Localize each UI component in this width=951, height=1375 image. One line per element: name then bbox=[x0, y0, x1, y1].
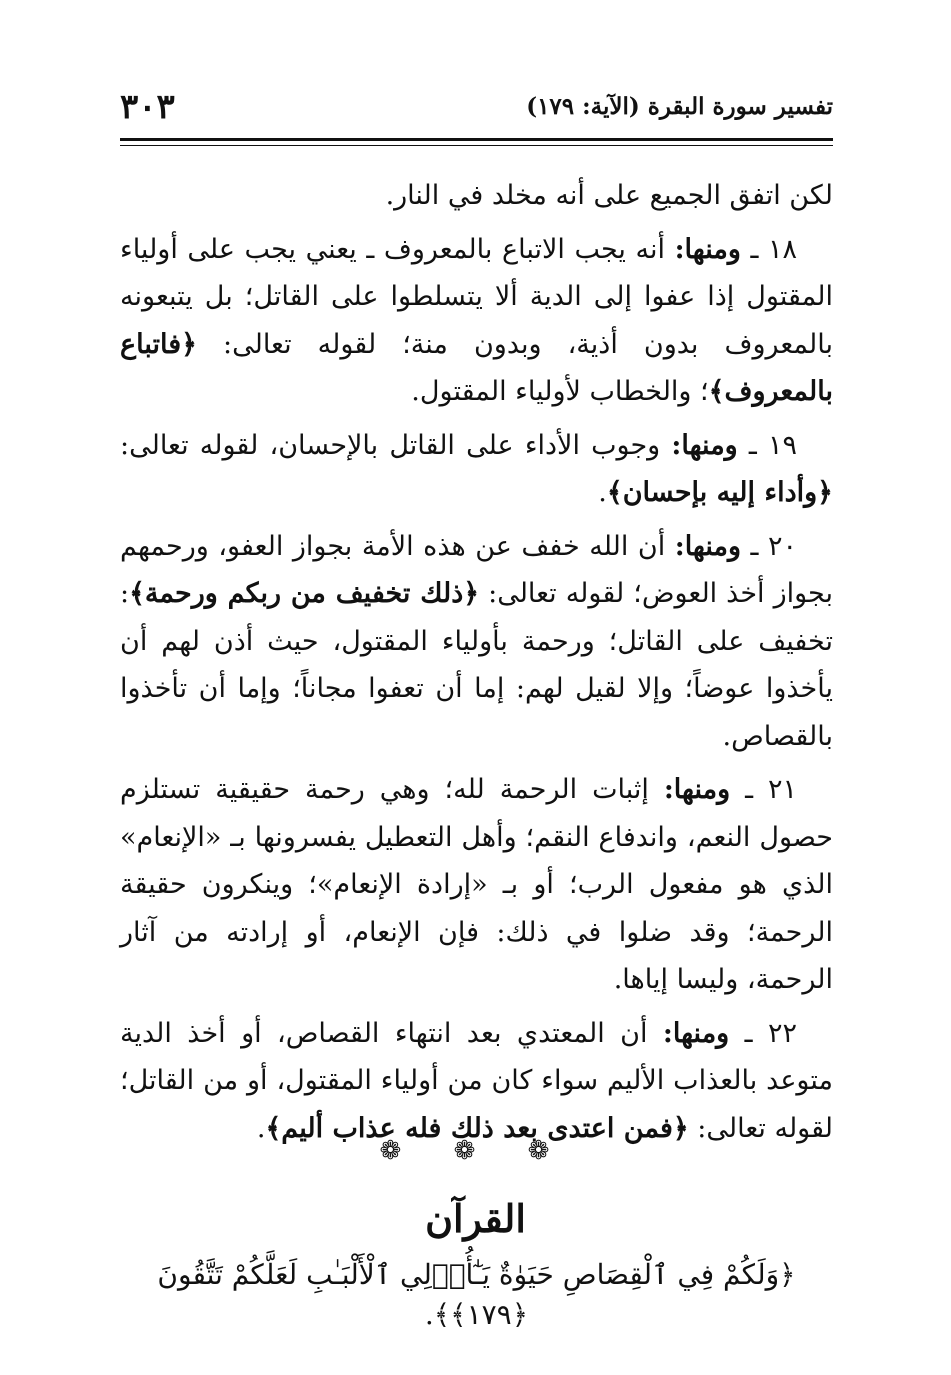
quran-quote: ﴿فاتباع بالمعروف﴾ bbox=[120, 328, 833, 407]
item-label: ومنها: bbox=[663, 774, 731, 805]
item-text-end: ؛ والخطاب لأولياء المقتول. bbox=[411, 376, 709, 407]
paragraph-22 bbox=[120, 1010, 833, 1153]
paragraph-21 bbox=[120, 766, 833, 1004]
section-title: القرآن bbox=[425, 1196, 526, 1241]
quran-verse: ﴿وَلَكُمْ فِي ٱلْقِصَاصِ حَيَوٰةٌ يَـٰٓأُو۟لِي ٱلْأَلْبَـٰبِ لَعَلَّكُمْ تَتَّقُونَ ﴿١٧٩﴾﴾. bbox=[157, 1258, 796, 1331]
item-label: ومنها: bbox=[674, 530, 742, 562]
page-number: ٣٠٣ bbox=[120, 87, 175, 127]
item-text: أنه يجب الاتباع بالمعروف ـ يعني يجب على أولياء المقتول إذا عفوا إلى الدية ألا يتسلطوا على القاتل؛ بل يتبعونه بالمعروف بدون أذية، وبدون منة؛ لقوله تعالى: bbox=[120, 233, 833, 360]
item-text-end: . bbox=[598, 477, 607, 508]
page-body bbox=[120, 172, 833, 1158]
quran-quote: ﴿وأداء إليه بإحسان﴾ bbox=[606, 477, 833, 508]
item-text: أن الله خفف عن هذه الأمة بجواز العفو، ورحمهم بجواز أخذ العوض؛ لقوله تعالى: bbox=[120, 530, 833, 609]
item-label: ومنها: bbox=[671, 429, 738, 461]
quran-quote: ﴿ذلك تخفيف من ربكم ورحمة﴾ bbox=[129, 578, 480, 609]
quran-quote: ﴿فمن اعتدى بعد ذلك فله عذاب أليم﴾ bbox=[265, 1112, 689, 1144]
section-separator: ❁ ❁ ❁ bbox=[379, 1136, 572, 1166]
item-number: ٢٠ ـ bbox=[750, 530, 797, 562]
item-text: وجوب الأداء على القاتل بالإحسان، لقوله تعالى: bbox=[120, 429, 672, 461]
item-number: ٢٢ ـ bbox=[744, 1017, 797, 1049]
paragraph-18 bbox=[120, 226, 833, 416]
item-label: ومنها: bbox=[662, 1017, 730, 1049]
header-rule-thin bbox=[120, 145, 833, 146]
page-header bbox=[120, 87, 833, 142]
item-text-end: : تخفيف على القاتل؛ ورحمة بأولياء المقتول، حيث أذن لهم أن يأخذوا عوضاً؛ وإلا لقيل لهم: إما أن تعفوا مجاناً؛ وإما أن تأخذوا بالقصاص. bbox=[120, 578, 833, 752]
paragraph-continuation: لكن اتفق الجميع على أنه مخلد في النار. bbox=[385, 180, 833, 211]
item-number: ١٨ ـ bbox=[750, 233, 797, 265]
item-text-end: . bbox=[256, 1112, 266, 1144]
item-number: ٢١ ـ bbox=[745, 774, 797, 805]
header-rule-thick bbox=[120, 138, 833, 141]
running-title: تفسير سورة البقرة (الآية: ١٧٩) bbox=[526, 93, 833, 120]
paragraph-20 bbox=[120, 523, 833, 761]
item-text: أن المعتدي بعد انتهاء القصاص، أو أخذ الدية متوعد بالعذاب الأليم سواء كان من أولياء المقتول، أو من القاتل؛ لقوله تعالى: bbox=[120, 1017, 833, 1144]
item-label: ومنها: bbox=[674, 233, 741, 265]
item-text: إثبات الرحمة لله؛ وهي رحمة حقيقية تستلزم حصول النعم، واندفاع النقم؛ وأهل التعطيل يفسرونها بـ «الإنعام» الذي هو مفعول الرب؛ أو بـ «إرادة الإنعام»؛ وينكرون حقيقة الرحمة؛ وقد ضلوا في ذلك: فإن الإنعام، أو إرادته من آثار الرحمة، وليسا إياها. bbox=[120, 774, 833, 995]
paragraph-19 bbox=[120, 422, 833, 517]
item-number: ١٩ ـ bbox=[748, 429, 797, 461]
